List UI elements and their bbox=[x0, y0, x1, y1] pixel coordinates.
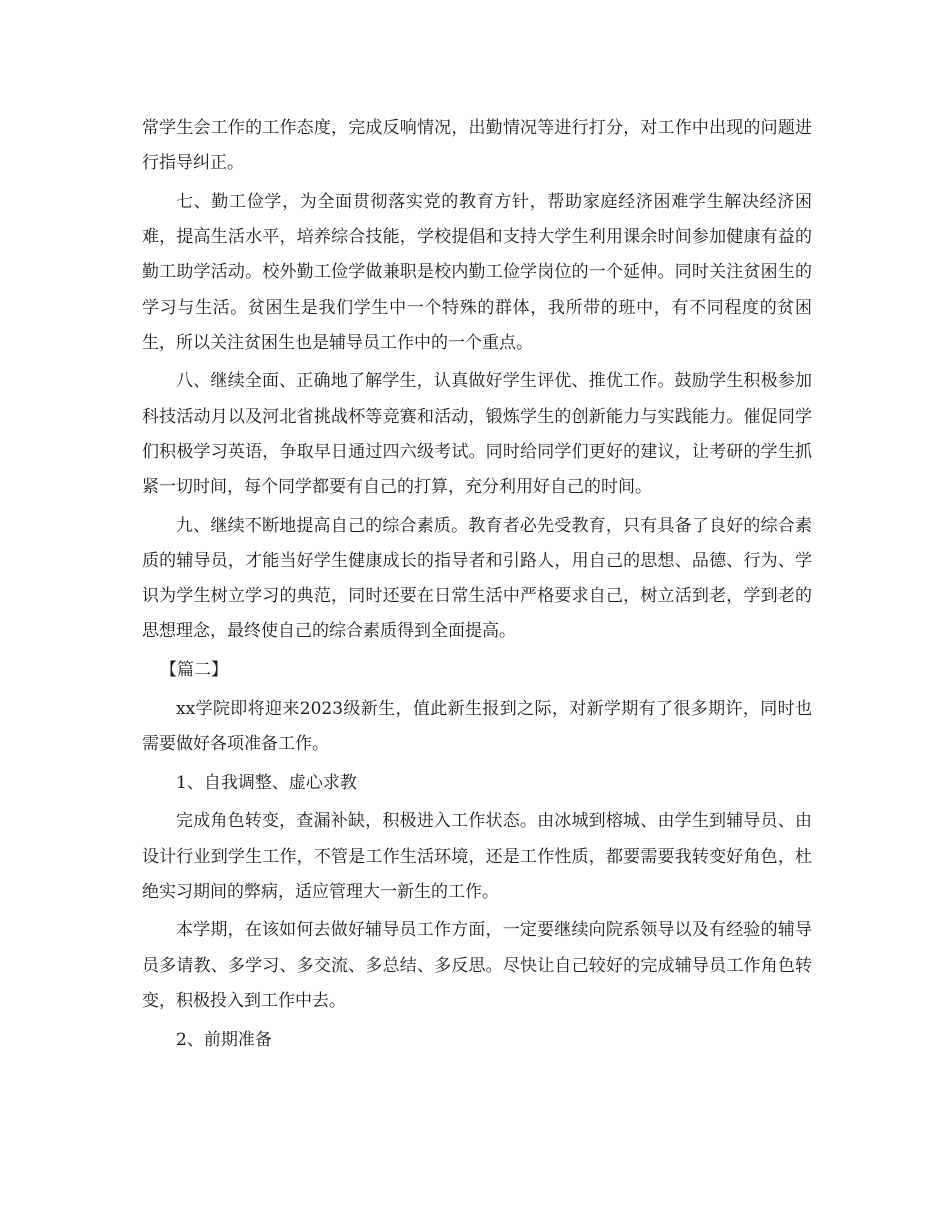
paragraph-4: 九、继续不断地提高自己的综合素质。教育者必先受教育，只有具备了良好的综合素质的辅导员，才能当好学生健康成长的指导者和引路人，用自己的思想、品德、行为、学识为学生树立学习的典范，同时还要在日常生活中严格要求自己，树立活到老，学到老的思想理念，最终使自己的综合素质得到全面提高。 bbox=[142, 515, 812, 642]
paragraph-2: 七、勤工俭学，为全面贯彻落实党的教育方针，帮助家庭经济困难学生解决经济困难，提高生活水平，培养综合技能，学校提倡和支持大学生利用课余时间参加健康有益的勤工助学活动。校外勤工俭学做兼职是校内勤工俭学岗位的一个延伸。同时关注贫困生的学习与生活。贫困生是我们学生中一个特殊的群体，我所带的班中，有不同程度的贫困生，所以关注贫困生也是辅导员工作中的一个重点。 bbox=[142, 191, 812, 353]
paragraph-9: 2、前期准备 bbox=[176, 1029, 272, 1050]
document-body bbox=[142, 111, 812, 1061]
section-heading: 【篇二】 bbox=[160, 660, 228, 681]
paragraph-6: 1、自我调整、虚心求教 bbox=[176, 772, 357, 793]
paragraph-8: 本学期，在该如何去做好辅导员工作方面，一定要继续向院系领导以及有经验的辅导员多请教、多学习、多交流、多总结、多反思。尽快让自己较好的完成辅导员工作角色转变，积极投入到工作中去。 bbox=[142, 920, 812, 1011]
paragraph-5: xx学院即将迎来2023级新生，值此新生报到之际，对新学期有了很多期许，同时也需要做好各项准备工作。 bbox=[142, 698, 812, 754]
paragraph-7: 完成角色转变，查漏补缺，积极进入工作状态。由冰城到榕城、由学生到辅导员、由设计行业到学生工作，不管是工作生活环境，还是工作性质，都要需要我转变好角色，杜绝实习期间的弊病，适应管理大一新生的工作。 bbox=[142, 811, 812, 902]
paragraph-3: 八、继续全面、正确地了解学生，认真做好学生评优、推优工作。鼓励学生积极参加科技活动月以及河北省挑战杯等竞赛和活动，锻炼学生的创新能力与实践能力。催促同学们积极学习英语，争取早日通过四六级考试。同时给同学们更好的建议，让考研的学生抓紧一切时间，每个同学都要有自己的打算，充分利用好自己的时间。 bbox=[142, 371, 812, 498]
paragraph-1: 常学生会工作的工作态度，完成反响情况，出勤情况等进行打分，对工作中出现的问题进行指导纠正。 bbox=[142, 118, 812, 174]
